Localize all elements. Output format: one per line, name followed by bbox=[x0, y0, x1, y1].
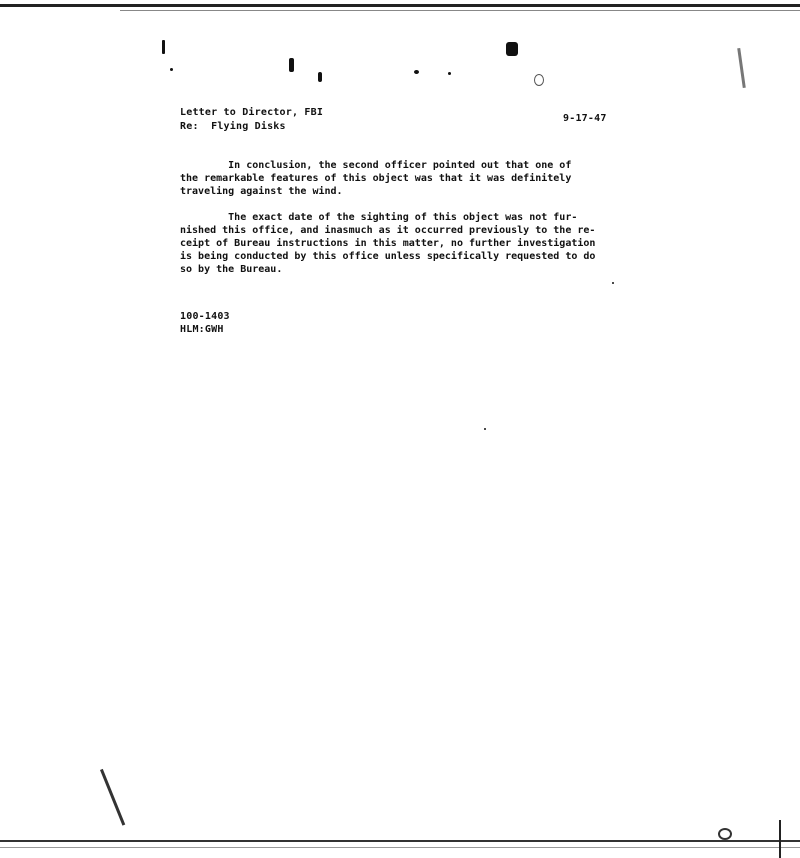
paragraph-line: The exact date of the sighting of this object was not fur- bbox=[180, 212, 578, 223]
file-number: 100-1403 bbox=[180, 311, 230, 322]
paragraph-conclusion bbox=[180, 159, 630, 198]
scan-speck bbox=[484, 428, 486, 430]
scan-speck bbox=[170, 68, 173, 71]
paragraph-line: the remarkable features of this object was that it was definitely bbox=[180, 173, 572, 184]
paragraph-line: nished this office, and inasmuch as it occurred previously to the re- bbox=[180, 225, 596, 236]
scan-speck bbox=[289, 58, 294, 72]
paragraph-line: so by the Bureau. bbox=[180, 264, 283, 275]
scan-left-mark bbox=[100, 769, 125, 826]
scan-bottom-edge bbox=[0, 840, 800, 842]
scan-speck bbox=[534, 74, 544, 86]
paragraph-line: is being conducted by this office unless specifically requested to do bbox=[180, 251, 596, 262]
scan-speck bbox=[718, 828, 732, 840]
paragraph-line: In conclusion, the second officer pointed out that one of bbox=[180, 160, 572, 171]
scan-speck bbox=[162, 40, 165, 54]
scan-top-line bbox=[120, 10, 800, 11]
scan-speck bbox=[318, 72, 322, 82]
scan-top-edge bbox=[0, 4, 800, 7]
letter-subject: Re: Flying Disks bbox=[180, 121, 286, 132]
scan-bottom-line bbox=[0, 847, 800, 848]
paragraph-line: ceipt of Bureau instructions in this matter, no further investigation bbox=[180, 238, 596, 249]
scan-speck bbox=[414, 70, 419, 74]
letter-date: 9-17-47 bbox=[563, 113, 607, 124]
scan-right-edge bbox=[779, 820, 781, 858]
scan-speck bbox=[448, 72, 451, 75]
scan-speck bbox=[506, 42, 518, 56]
typist-initials: HLM:GWH bbox=[180, 324, 224, 335]
letter-recipient: Letter to Director, FBI bbox=[180, 107, 324, 118]
paragraph-line: traveling against the wind. bbox=[180, 186, 343, 197]
scan-right-mark bbox=[737, 48, 746, 88]
paragraph-sighting-date bbox=[180, 211, 630, 276]
scan-speck bbox=[612, 282, 614, 284]
